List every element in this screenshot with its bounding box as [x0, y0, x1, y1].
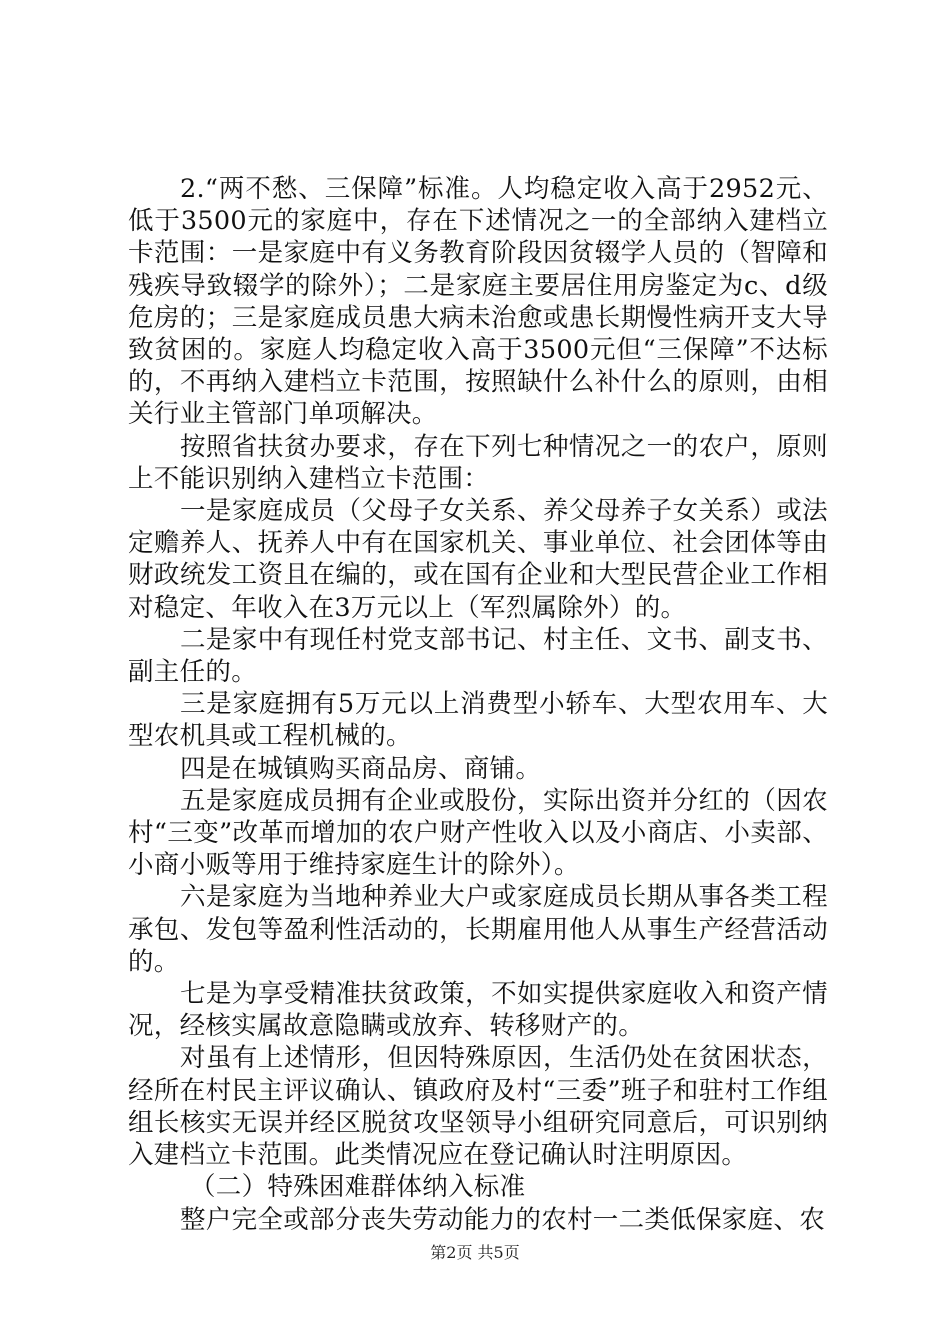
paragraph-special-groups-start: 整户完全或部分丧失劳动能力的农村一二类低保家庭、农 [180, 1204, 826, 1235]
paragraph-exclusion-2: 二是家中有现任村党支部书记、村主任、文书、副支书、副主任的。 [128, 624, 828, 688]
page-number-footer: 第2页 共5页 [430, 1243, 520, 1262]
paragraph-exclusion-1: 一是家庭成员（父母子女关系、养父母养子女关系）或法定赡养人、抚养人中有在国家机关、事业单位、社会团体等由财政统发工资且在编的，或在国有企业和大型民营企业工作相对稳定、年收入在3万元以上（军烈属除外）的。 [128, 496, 828, 623]
section-heading-special-groups: （二）特殊困难群体纳入标准 [190, 1172, 526, 1203]
paragraph-standard-two-worries: 2.“两不愁、三保障”标准。人均稳定收入高于2952元、低于3500元的家庭中，存在下述情况之一的全部纳入建档立卡范围：一是家庭中有义务教育阶段因贫辍学人员的（智障和残疾导致辍学的除外）；二是家庭主要居住用房鉴定为c、d级危房的；三是家庭成员患大病未治愈或患长期慢性病开支大导致贫困的。家庭人均稳定收入高于3500元但“三保障”不达标的，不再纳入建档立卡范围，按照缺什么补什么的原则，由相关行业主管部门单项解决。 [128, 174, 828, 430]
document-body [128, 173, 828, 1236]
paragraph-exclusion-5: 五是家庭成员拥有企业或股份，实际出资并分红的（因农村“三变”改革而增加的农户财产性收入以及小商店、小卖部、小商小贩等用于维持家庭生计的除外）。 [128, 785, 828, 881]
paragraph-exclusion-6: 六是家庭为当地种养业大户或家庭成员长期从事各类工程承包、发包等盈利性活动的，长期雇用他人从事生产经营活动的。 [128, 882, 828, 977]
paragraph-province-requirement: 按照省扶贫办要求，存在下列七种情况之一的农户，原则上不能识别纳入建档立卡范围： [128, 431, 828, 494]
paragraph-special-cases: 对虽有上述情形，但因特殊原因，生活仍处在贫困状态，经所在村民主评议确认、镇政府及村“三委”班子和驻村工作组组长核实无误并经区脱贫攻坚领导小组研究同意后，可识别纳入建档立卡范围。此类情况应在登记确认时注明原因。 [128, 1043, 828, 1171]
paragraph-exclusion-7: 七是为享受精准扶贫政策，不如实提供家庭收入和资产情况，经核实属故意隐瞒或放弃、转移财产的。 [128, 979, 828, 1042]
paragraph-exclusion-4: 四是在城镇购买商品房、商铺。 [180, 753, 542, 784]
paragraph-exclusion-3: 三是家庭拥有5万元以上消费型小轿车、大型农用车、大型农机具或工程机械的。 [128, 689, 828, 752]
